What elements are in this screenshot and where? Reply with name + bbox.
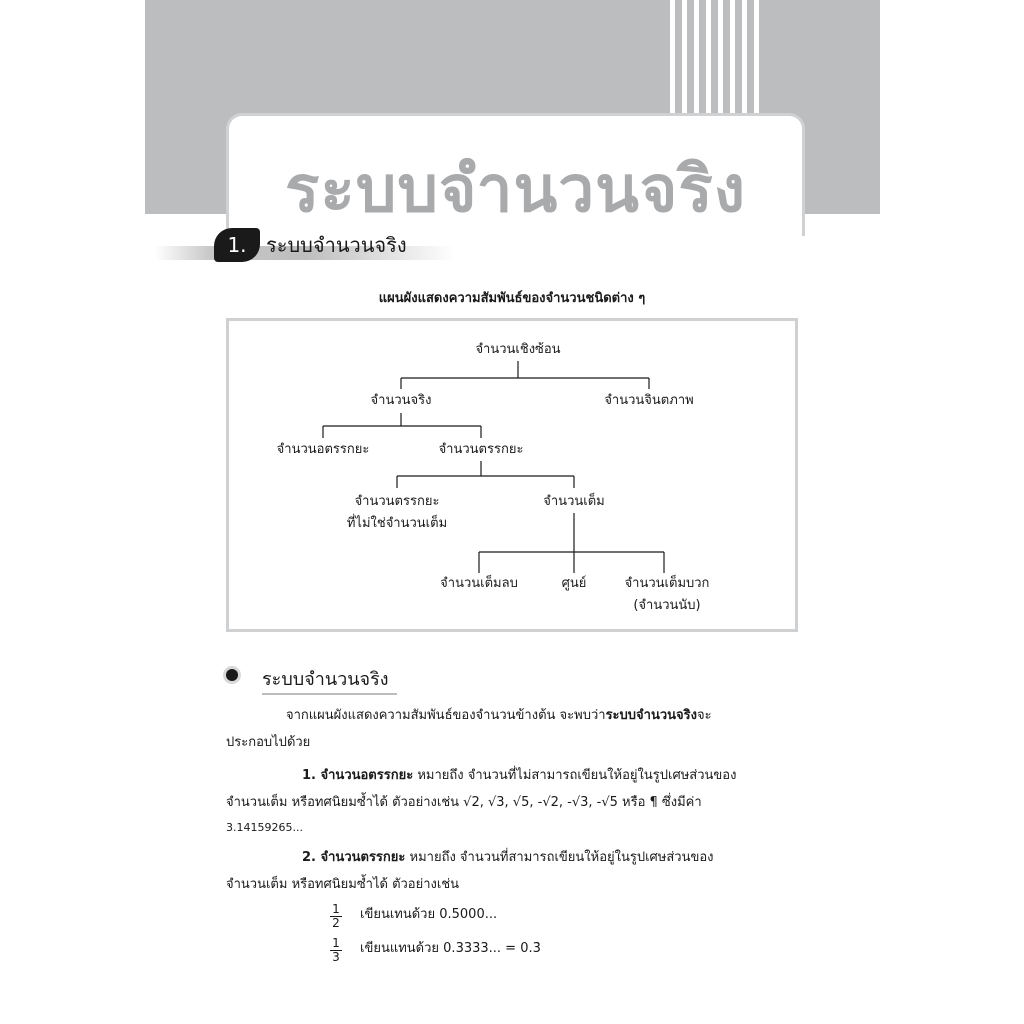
page-title: ระบบจำนวนจริง: [285, 153, 746, 227]
example1-fraction: [330, 903, 342, 930]
node-imaginary: จำนวนจินตภาพ: [604, 393, 694, 408]
subsection-title: ระบบจำนวนจริง: [262, 664, 397, 695]
node-positive-line1: จำนวนเต็มบวก: [624, 576, 710, 591]
item1-line-2: จำนวนเต็ม หรือทศนิยมซ้ำได้ ตัวอย่างเช่น √2, √3, √5, -√2, -√3, -√5 หรือ ¶ ซึ่งมีค่า: [226, 795, 702, 810]
node-complex: จำนวนเชิงซ้อน: [475, 342, 561, 357]
number-diagram: [226, 318, 798, 632]
item2-heading: 2. จำนวนตรรกยะ: [302, 850, 406, 865]
intro-text-a: จากแผนผังแสดงความสัมพันธ์ของจำนวนข้างต้น จะพบว่า: [286, 708, 606, 723]
item1-text-a: หมายถึง จำนวนที่ไม่สามารถเขียนให้อยู่ในรูปเศษส่วนของ: [413, 768, 737, 783]
node-zero: ศูนย์: [561, 576, 587, 591]
example2-fraction: [330, 937, 342, 964]
title-box: [226, 113, 805, 236]
intro-text-c: จะ: [696, 708, 712, 723]
section-number: 1.: [214, 228, 260, 262]
node-rational-non-integer-line2: ที่ไม่ใช่จำนวนเต็ม: [346, 516, 448, 531]
intro-line-1: [286, 706, 712, 726]
intro-line-2: ประกอบไปด้วย: [226, 735, 311, 750]
item2-line-1: [302, 848, 714, 868]
example1-denominator: 2: [330, 916, 342, 930]
section-title: ระบบจำนวนจริง: [266, 233, 407, 257]
node-real: จำนวนจริง: [370, 393, 432, 408]
item1-line-1: [302, 766, 736, 786]
node-positive: [607, 573, 727, 617]
example1-numerator: 1: [332, 902, 340, 916]
diagram-title: แผนผังแสดงความสัมพันธ์ของจำนวนชนิดต่าง ๆ: [378, 291, 646, 306]
node-rational-non-integer-line1: จำนวนตรรกยะ: [354, 494, 440, 509]
header-stripes: [663, 0, 761, 120]
item1-line-3: 3.14159265...: [226, 821, 303, 834]
node-irrational: จำนวนอตรรกยะ: [276, 442, 370, 457]
item2-text-a: หมายถึง จำนวนที่สามารถเขียนให้อยู่ในรูปเศษส่วนของ: [405, 850, 714, 865]
node-integer: จำนวนเต็ม: [543, 494, 605, 509]
example2-text: เขียนแทนด้วย 0.3333... = 0.3̇: [360, 941, 541, 956]
node-positive-line2: (จำนวนนับ): [633, 598, 701, 613]
node-rational: จำนวนตรรกยะ: [438, 442, 524, 457]
subsection-bullet-icon: [226, 669, 238, 681]
intro-text-bold: ระบบจำนวนจริง: [605, 708, 697, 723]
item1-heading: 1. จำนวนอตรรกยะ: [302, 768, 414, 783]
example2-numerator: 1: [332, 936, 340, 950]
example1-text: เขียนเทนด้วย 0.5000...: [360, 907, 498, 922]
node-negative: จำนวนเต็มลบ: [440, 576, 518, 591]
example2-denominator: 3: [330, 950, 342, 964]
item2-line-2: จำนวนเต็ม หรือทศนิยมซ้ำได้ ตัวอย่างเช่น: [226, 877, 460, 892]
node-rational-non-integer: [327, 491, 467, 535]
